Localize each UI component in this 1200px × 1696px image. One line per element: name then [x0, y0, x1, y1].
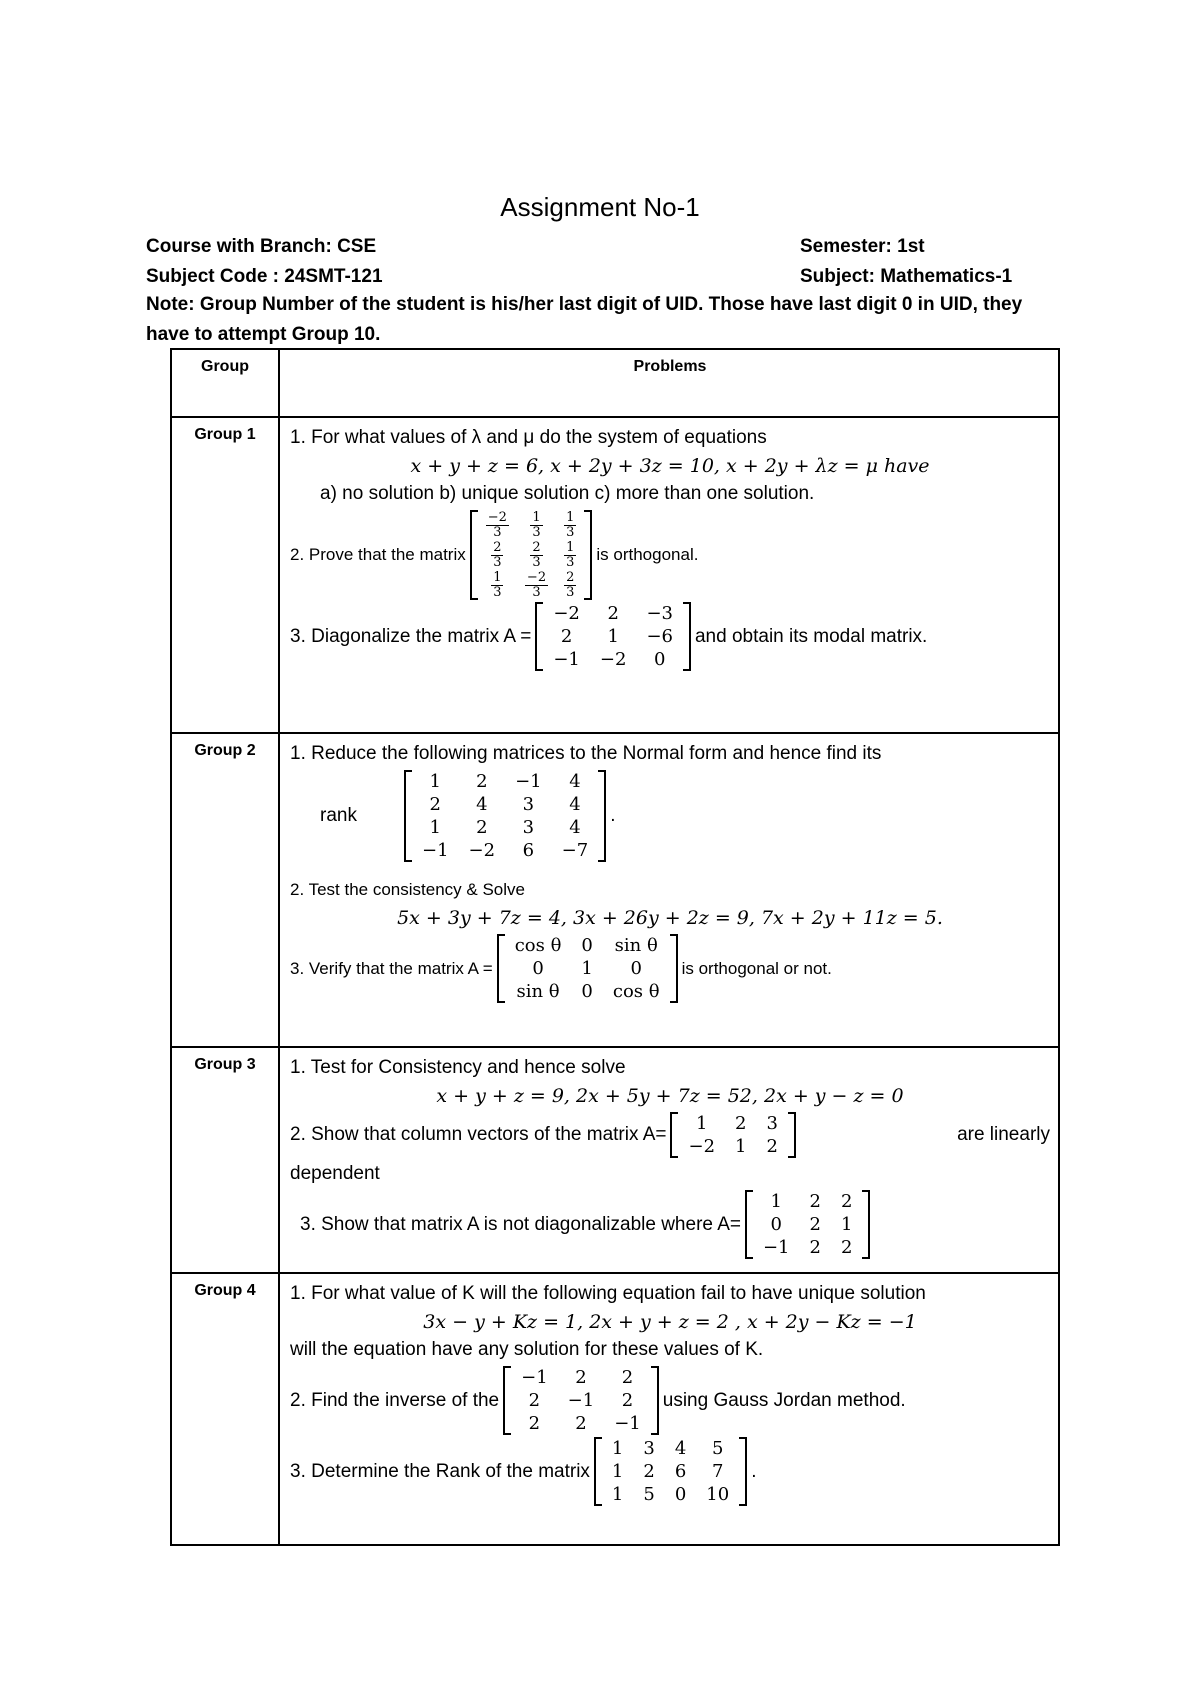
matrix: $\frac{-2}{3}$ $\frac{1}{3}$ $\frac{1}{3}$ $\frac{2}{3}$ $\frac{2}{3}$ $\frac{1}{3}$ $\frac{1}{3}$ $\frac{-2}{3}$ $\frac{2}{3}$ — [470, 510, 593, 600]
matrix: cos θ 0 sin θ 0 1 0 sin θ 0 cos θ — [497, 934, 678, 1003]
problem-text: 3. Verify that the matrix A = — [290, 958, 493, 978]
problem-text: 3. Show that matrix A is not diagonalizable where A= — [300, 1213, 741, 1235]
problem-text: and obtain its modal matrix. — [694, 625, 928, 647]
problem-2 — [290, 1366, 1050, 1435]
problem-2 — [290, 1112, 1050, 1158]
group-row — [171, 417, 1059, 733]
table-header-row — [171, 349, 1059, 417]
problem-text: 2. Prove that the matrix — [290, 545, 466, 564]
page-title: Assignment No-1 — [500, 192, 700, 222]
problem-text: are linearly — [957, 1124, 1050, 1145]
problem-3: 3. Determine the Rank of the matrix 1 3 4 5 1 2 6 7 1 5 0 10 . — [290, 1438, 757, 1505]
subject: Subject: Mathematics-1 — [800, 266, 1013, 287]
problem-options: a) no solution b) unique solution c) more than one solution. — [320, 483, 815, 504]
note: Note: Group Number of the student is his/her last digit of UID. Those have last digit 0 in UID, they have to attempt Group 10. — [146, 294, 1023, 345]
group-problems — [279, 733, 1059, 1047]
problem-3 — [290, 934, 1050, 1003]
group-problems — [279, 1273, 1059, 1545]
problem-text: 3. Determine the Rank of the matrix — [290, 1460, 590, 1482]
matrix: 1 3 4 5 1 2 6 7 1 5 0 10 — [594, 1437, 747, 1506]
group-row — [171, 733, 1059, 1047]
matrix: −1 2 2 2 −1 2 2 2 −1 — [503, 1366, 659, 1435]
problem-text: rank — [320, 805, 357, 826]
problem-3 — [290, 602, 1050, 671]
problem-text: 2. Test the consistency & Solve — [290, 880, 525, 899]
problem-equation: x + y + z = 9, 2x + 5y + 7z = 52, 2x + y − z = 0 — [436, 1085, 904, 1107]
problem-text: is orthogonal. — [596, 545, 699, 564]
matrix: 1 2 3 −2 1 2 — [670, 1112, 795, 1158]
problem-3 — [290, 1190, 1050, 1259]
group-row — [171, 1047, 1059, 1273]
course-branch: Course with Branch: CSE — [146, 236, 377, 257]
problem-text: 3. Diagonalize the matrix A = — [290, 625, 532, 647]
problem-equation: 3x − y + Kz = 1, 2x + y + z = 2 , x + 2y − Kz = −1 — [423, 1311, 917, 1333]
assignment-table — [170, 348, 1060, 1546]
group-problems — [279, 417, 1059, 733]
header-problems: Problems — [279, 349, 1059, 417]
problem-text: 2. Find the inverse of the — [290, 1389, 500, 1411]
problem-text: is orthogonal or not. — [681, 958, 832, 978]
subject-code: Subject Code : 24SMT-121 — [146, 266, 383, 287]
problem-text: dependent — [290, 1163, 380, 1184]
problem-text: 2. Show that column vectors of the matrix A= — [290, 1124, 667, 1145]
group-label: Group 1 — [171, 417, 279, 733]
problem-equation: x + y + z = 6, x + 2y + 3z = 10, x + 2y + λz = μ have — [410, 455, 930, 477]
problem-1-matrix: rank 1 2 −1 4 2 4 3 4 1 2 3 4 −1 −2 6 −7 . — [320, 771, 616, 861]
matrix-cell-num: −2 — [487, 510, 507, 525]
problem-2 — [290, 510, 1050, 600]
problem-text: 1. Test for Consistency and hence solve — [290, 1057, 626, 1078]
group-label: Group 4 — [171, 1273, 279, 1545]
group-problems — [279, 1047, 1059, 1273]
matrix: 1 2 −1 4 2 4 3 4 1 2 3 4 −1 −2 6 −7 — [404, 770, 606, 862]
problem-text: 1. For what value of K will the following equation fail to have unique solution — [290, 1283, 926, 1304]
problem-equation: 5x + 3y + 7z = 4, 3x + 26y + 2z = 9, 7x + 2y + 11z = 5. — [397, 907, 943, 929]
problem-text: 1. Reduce the following matrices to the Normal form and hence find its — [290, 743, 882, 764]
group-label: Group 2 — [171, 733, 279, 1047]
matrix: 1 2 2 0 2 1 −1 2 2 — [745, 1190, 870, 1259]
problem-text: 1. For what values of λ and μ do the system of equations — [290, 427, 767, 448]
problem-text: using Gauss Jordan method. — [662, 1389, 906, 1411]
matrix: −2 2 −3 2 1 −6 −1 −2 0 — [535, 602, 691, 671]
header-group: Group — [171, 349, 279, 417]
group-row — [171, 1273, 1059, 1545]
problem-text: will the equation have any solution for these values of K. — [290, 1339, 764, 1360]
semester: Semester: 1st — [800, 236, 925, 257]
group-label: Group 3 — [171, 1047, 279, 1273]
